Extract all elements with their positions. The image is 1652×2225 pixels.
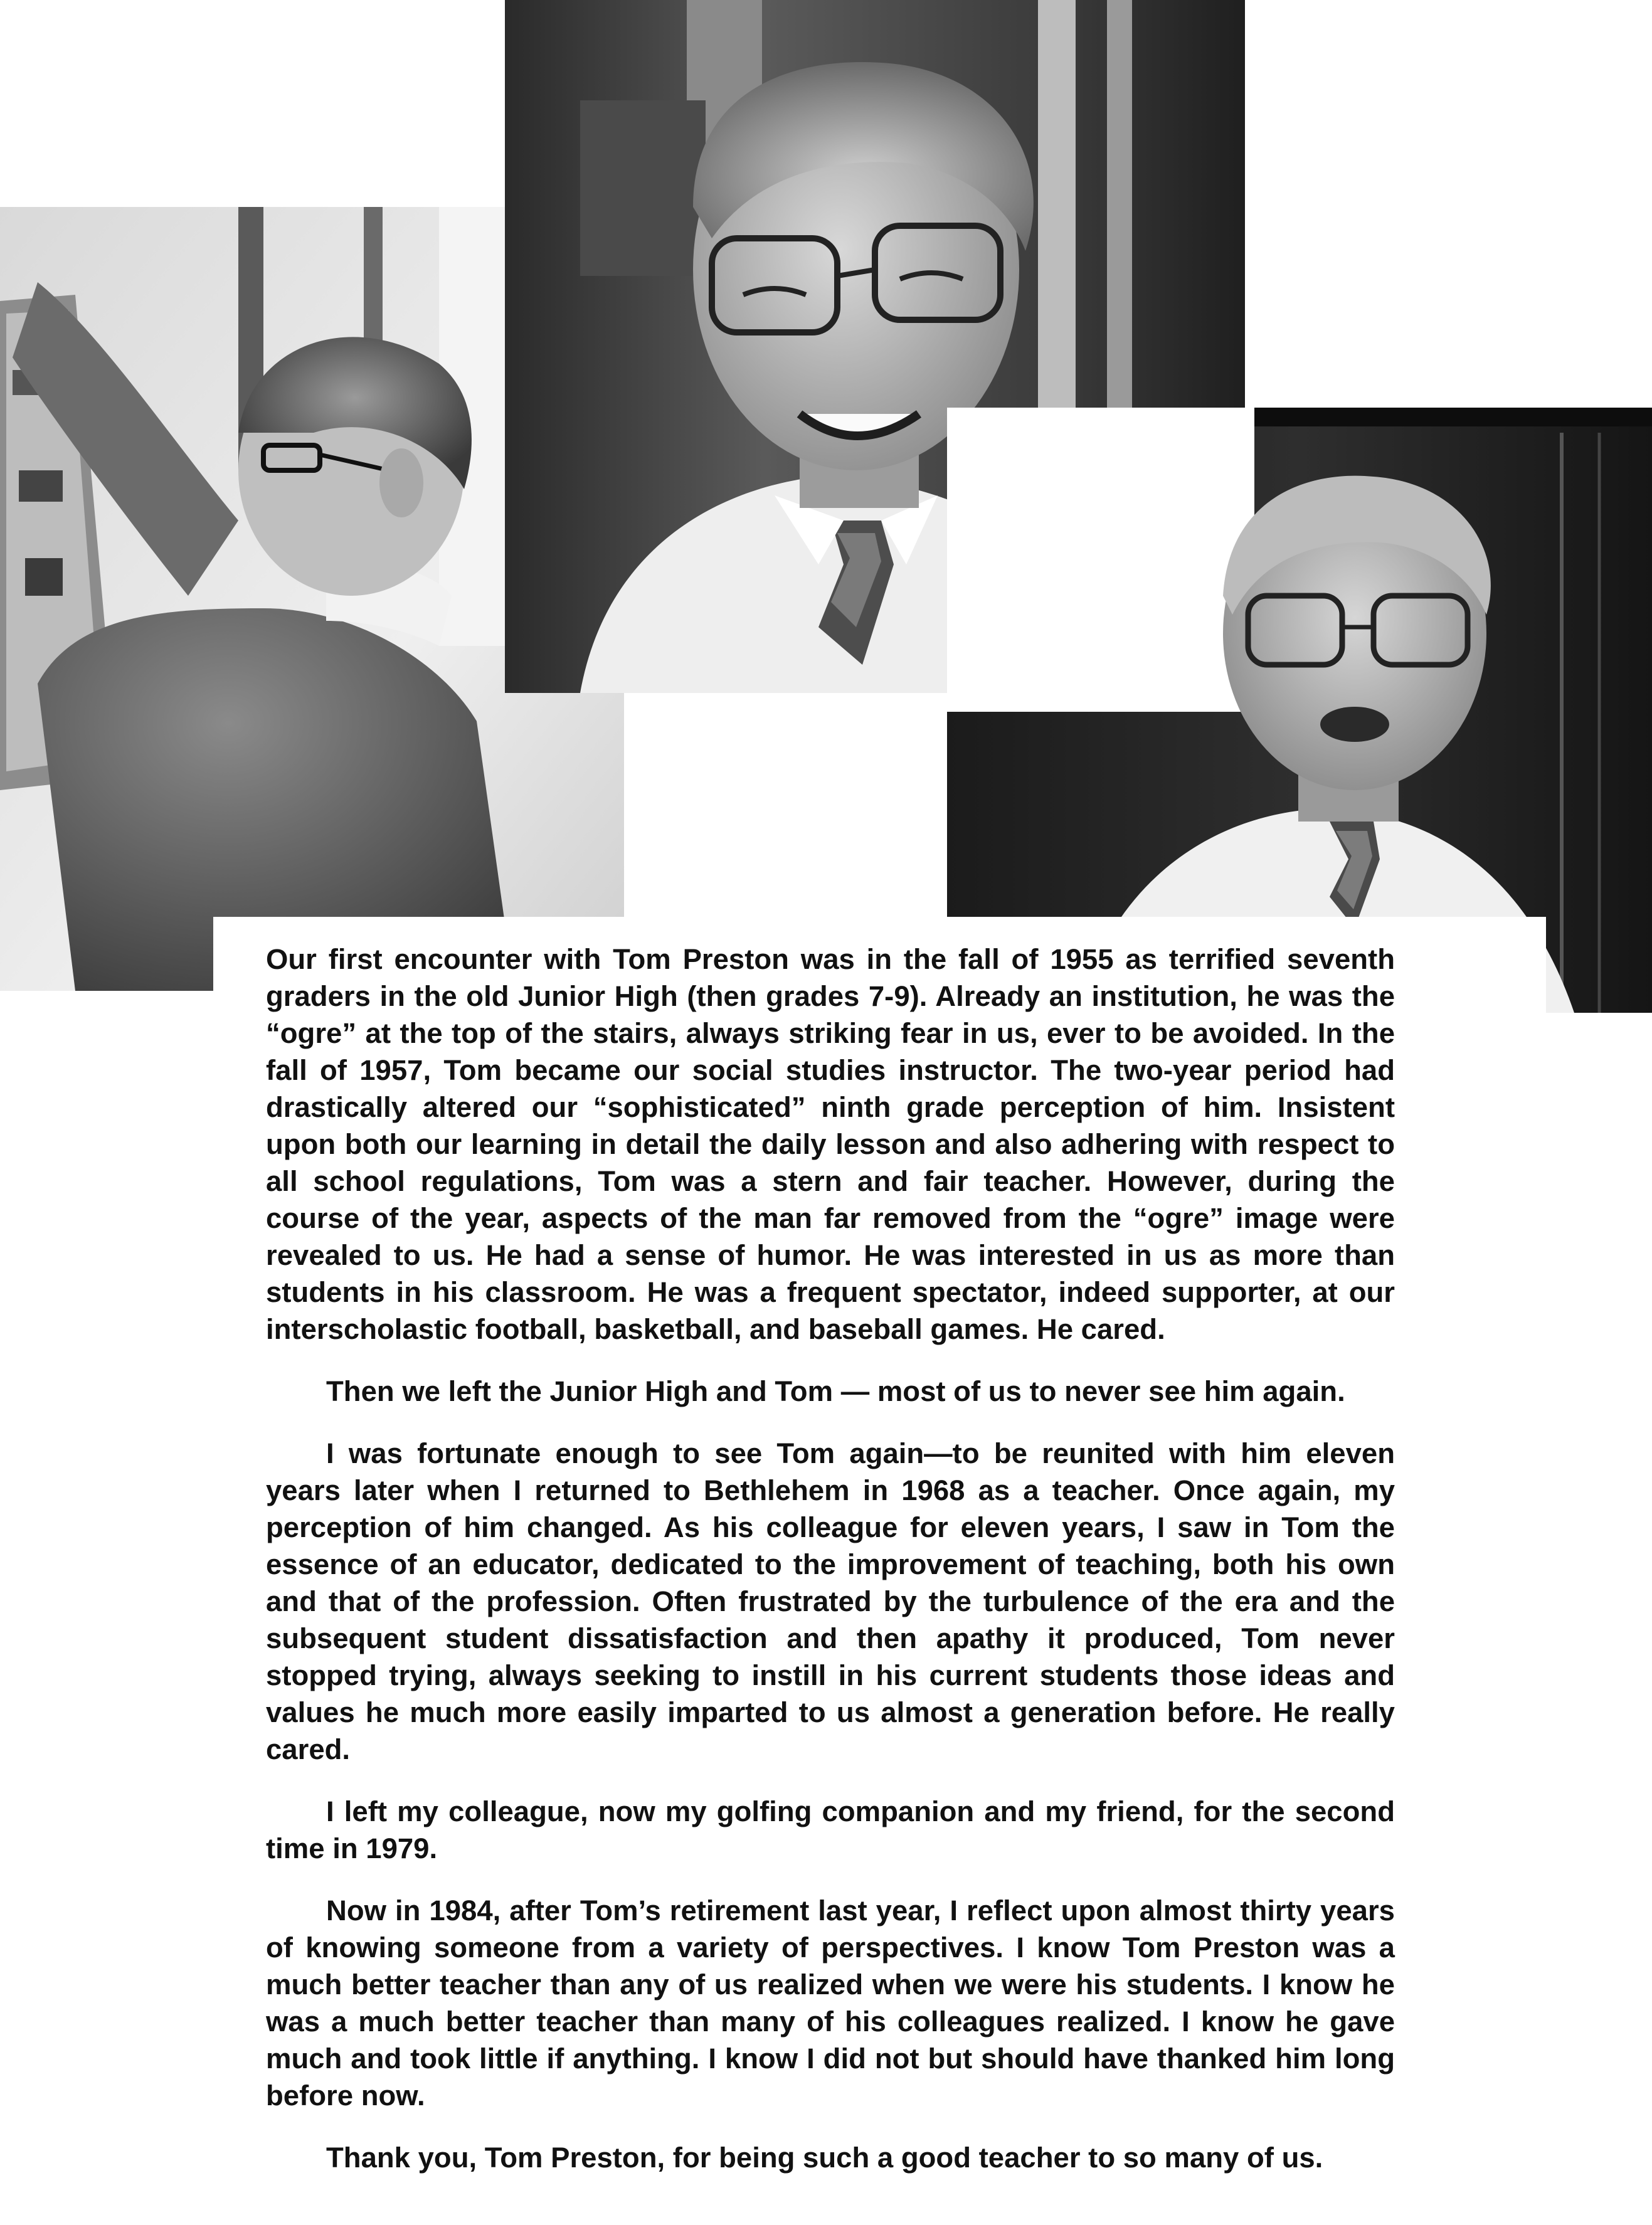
article-paragraph-3: I was fortunate enough to see Tom again—to be reunited with him eleven years later when I returned to Bethlehem in 1968 as a teacher. Once again, my perception of him changed. As his colleague for eleven years, I saw in Tom the essence of an educator, dedicated to the improvement of teaching, both his own and that of the profession. Often frustrated by the turbulence of the era and the subsequent student dissatisfaction and then apathy it produced, Tom never stopped trying, always seeking to instill in his current students those ideas and values he much more easily imparted to us almost a generation before. He really cared. [266, 1437, 1395, 1765]
article-paragraph-2: Then we left the Junior High and Tom — most of us to never see him again. [326, 1375, 1345, 1407]
article-paragraph-5: Now in 1984, after Tom’s retirement last year, I reflect upon almost thirty years of knowing someone from a variety of perspectives. I know Tom Preston was a much better teacher than any of us realized when we were his students. I know he was a much better teacher than many of his colleagues realized. I know he gave much and took little if anything. I know I did not but should have thanked him long before now. [266, 1895, 1395, 2111]
tribute-article [266, 941, 1395, 2201]
article-paragraph-4: I left my colleague, now my golfing companion and my friend, for the second time in 1979. [266, 1795, 1395, 1864]
article-paragraph-1: Our first encounter with Tom Preston was in the fall of 1955 as terrified seventh graders in the old Junior High (then grades 7-9). Already an institution, he was the “ogre” at the top of the stairs, always striking fear in us, ever to be avoided. In the fall of 1957, Tom became our social studies instructor. The two-year period had drastically altered our “sophisticated” ninth grade perception of him. Insistent upon both our learning in detail the daily lesson and also adhering with respect to all school regulations, Tom was a stern and fair teacher. However, during the course of the year, aspects of the man far removed from the “ogre” image were revealed to us. He had a sense of humor. He was interested in us as more than students in his classroom. He was a frequent spectator, indeed supporter, at our interscholastic football, basketball, and baseball games. He cared. [266, 943, 1395, 1345]
article-paragraph-6: Thank you, Tom Preston, for being such a good teacher to so many of us. [326, 2142, 1323, 2174]
